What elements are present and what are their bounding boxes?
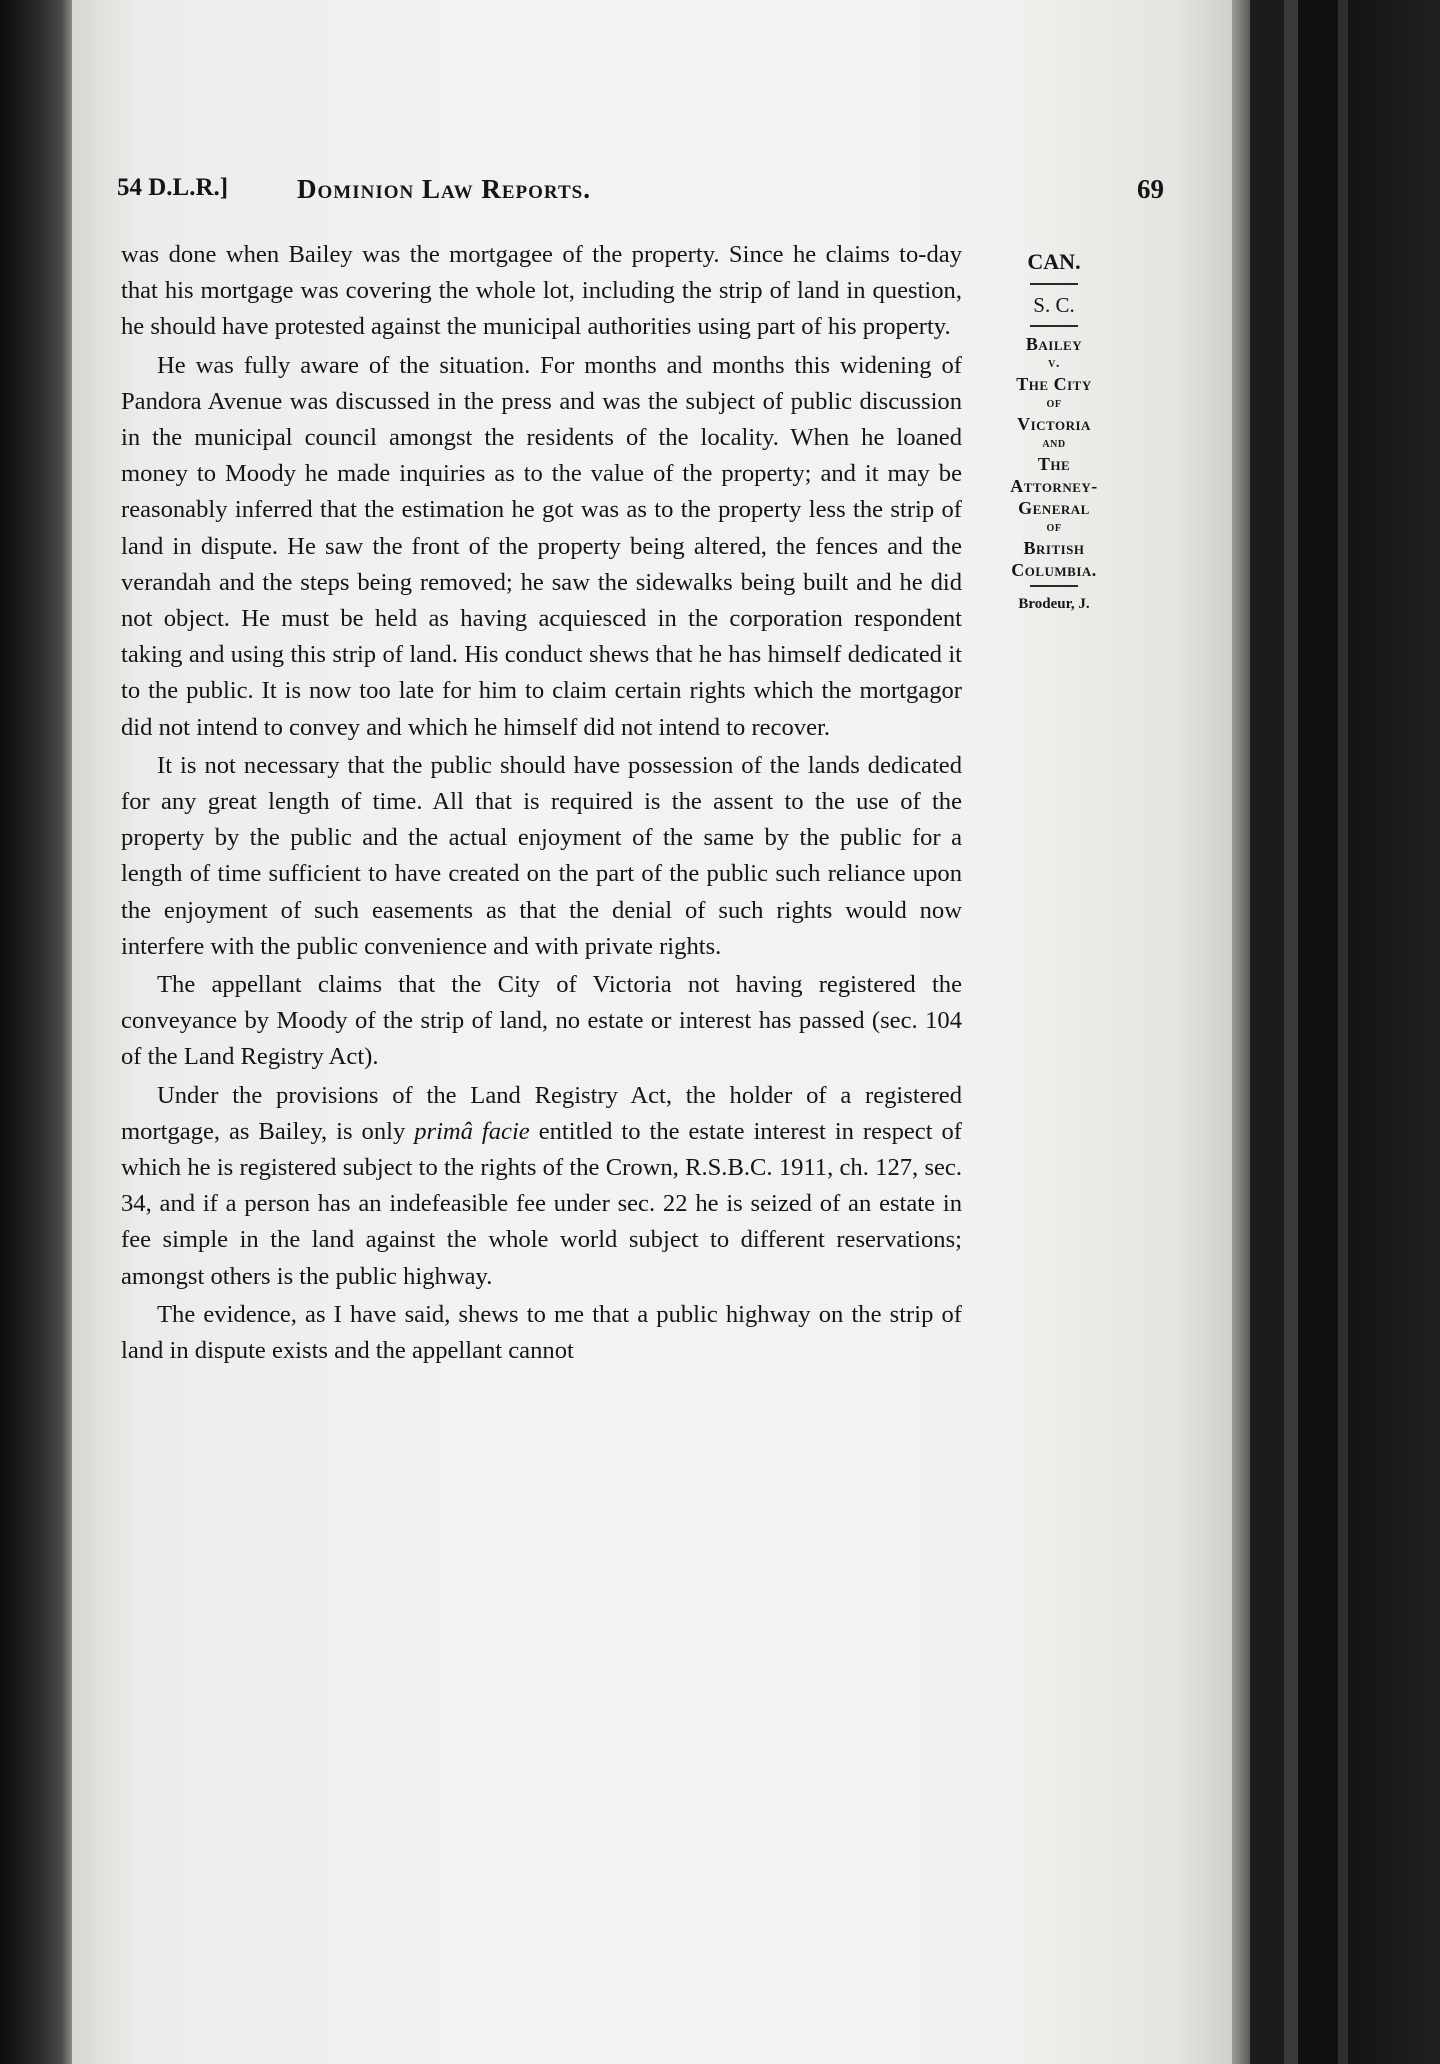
paragraph-5-part-2: entitled to the estate interest in respect of which he is registered subject to the rights of the Crown, R.S.B.C. 1911, ch. 127, sec. 34, and if a person has an indefeasible fee under sec. 22 he is seized of an estate in fee simple in the land against the whole world subject to different reservations; amongst others is the public highway. [121,1117,962,1290]
caption-line: and [1042,436,1066,451]
divider [1030,283,1078,285]
caption-line: of [1046,520,1062,535]
court: S. C. [1033,293,1075,317]
page-edge-stripe [1250,0,1284,2064]
book-spine-shadow [0,0,72,2064]
volume-reference: 54 D.L.R.] [117,174,229,201]
divider [1030,325,1078,327]
book-page [72,0,1232,2064]
paragraph-1: was done when Bailey was the mortgagee of the property. Since he claims to-day that his mortgage was covering the whole lot, including the strip of land in question, he should have protested against the municipal authorities using part of his property. [121,241,962,341]
caption-line: General [1018,498,1090,518]
caption-line: Attorney- [1010,476,1098,496]
paragraph-3: It is not necessary that the public should have possession of the lands dedicated for any great length of time. All that is required is the assent to the use of the property by the public and the actual enjoyment of the same by the public for a length of time sufficient to have created on the part of the public such reliance upon the enjoyment of such easements as that the denial of such rights would now interfere with the public convenience and with private rights. [121,751,962,960]
caption-line: Victoria [1017,414,1091,434]
divider [1030,585,1078,587]
case-caption [974,333,1134,581]
jurisdiction: CAN. [1027,249,1081,274]
caption-line: of [1046,396,1062,411]
caption-line: The [1037,454,1071,474]
caption-line: Bailey [1025,334,1083,354]
margin-note [974,237,1134,615]
caption-line: British [1023,538,1085,558]
page-number: 69 [1137,174,1164,204]
running-header [117,168,1177,218]
judge: Brodeur, J. [1018,596,1090,612]
page-edge-stripe [1298,0,1338,2064]
page-edge-stripe [1232,0,1250,2064]
page-edge-stripe [1284,0,1298,2064]
report-title: Dominion Law Reports. [297,174,591,204]
paragraph-5-part-1: Under the provisions of the Land Registry Act, the holder of a registered mortgage, as Bailey, is only [121,1081,962,1145]
paragraph-4: The appellant claims that the City of Victoria not having registered the conveyance by Moody of the strip of land, no estate or interest has passed (sec. 104 of the Land Registry Act). [121,971,962,1071]
page-edge-stripe [1348,0,1440,2064]
paragraph-5-italic: primâ facie [414,1117,530,1145]
paragraph-2: He was fully aware of the situation. For months and months this widening of Pandora Avenue was discussed in the press and was the subject of public discussion in the municipal council amongst the residents of the locality. When he loaned money to Moody he made inquiries as to the value of the property; and it may be reasonably inferred that the estimation he got was as to the property less the strip of land in dispute. He saw the front of the property being altered, the fences and the verandah and the steps being removed; he saw the sidewalks being built and he did not object. He must be held as having acquiesced in the corporation respondent taking and using this strip of land. His conduct shews that he has himself dedicated it to the public. It is now too late for him to claim certain rights which the mortgagor did not intend to convey and which he himself did not intend to recover. [121,351,962,741]
book-edge-pages [1232,0,1440,2064]
paragraph-5 [121,1078,962,1295]
caption-line: v. [1048,356,1060,371]
paragraph-6: The evidence, as I have said, shews to me that a public highway on the strip of land in dispute exists and the appellant cannot [121,1300,962,1365]
caption-line: Columbia. [1011,560,1097,580]
page-edge-stripe [1338,0,1348,2064]
caption-line: The City [1016,374,1092,394]
body-text [121,237,962,1369]
